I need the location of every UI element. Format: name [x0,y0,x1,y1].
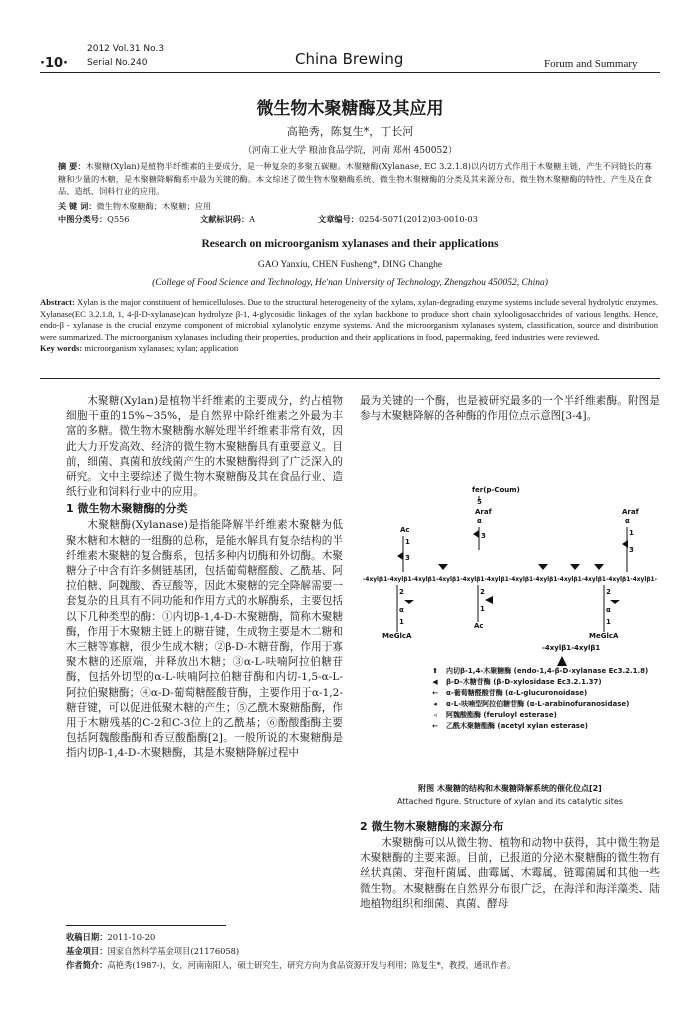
authors-cn: 高艳秀，陈复生*，丁长河 [286,125,414,138]
left-column [66,394,343,762]
affiliation-cn: （河南工业大学 粮油食品学院，河南 郑州 450052） [243,146,457,156]
abstract-en-text: Xylan is the major constituent of hemicelluloses. Due to the structural heterogeneity of the xylans, xylan-degrading enzyme systems include several hydrolytic enzymes. Xylanase(EC 3.2.1.8, 1, 4-β-D-xylanase)can hydrolyze β-1, 4-glycosidic linkages of the xylan backbone to produce short chain xylooligosacchrides of various lengths. Hence, endo-β - xylanase is the crucial enzyme component of microbial xylanolytic enzyme systems. And the microorganism xylanases system, classification, source and distribution were summarized. The microorganism xylanases including their properties, production and their applications in food, papermaking, feed industries were reviewed. [40,297,658,342]
fig-ac-arrow-icon [397,552,403,560]
legend-row-1 [428,666,658,677]
title-en: Research on microorganism xylanases and their applications [201,238,499,250]
abstract-cn [58,160,652,198]
legend-row-6 [428,721,658,732]
keywords-en-text: microorganism xylanases; xylan; application [84,343,239,354]
fund-text: 国家自然科学基金项目(21176058) [107,946,240,956]
legend-text-5: 阿魏酸酯酶 (feruloyl esterase) [446,711,557,719]
legend-sym-6-icon: ← [432,722,438,730]
fig-caption-cn: 附图 木聚糖的结构和木聚糖降解系统的催化位点[2] [418,784,602,793]
legend-text-4: α-L-呋喃型阿拉伯糖苷酶 (α-L-arabinofuranosidase) [446,700,630,708]
fig-top-label: fer(p-Coum) [472,486,520,494]
section-2-title: 2 微生物木聚糖酶的来源分布 [360,820,504,833]
fig-num2-c: 2 [606,588,611,596]
fig-num3-c: 3 [405,554,410,562]
article-no-value: 0254-5071(2012)03-0010-03 [358,214,478,224]
legend-text-2: β-D-木糖苷酶 (β-D-xylosidase Ec3.2.1.37) [446,678,602,686]
fig-backbone: -4xylβ1-4xylβ1-4xylβ1-4xylβ1-4xylβ1-4xylβ1-4xylβ1-4xylβ1-4xylβ1-4xylβ1-4xylβ1-4xylβ1- [363,576,658,583]
authors-en: GAO Yanxiu, CHEN Fusheng*, DING Changhe [257,260,443,270]
author-text: 高艳秀(1987-)，女，河南南阳人，硕士研究生，研究方向为食品资源开发与利用；陈复生*，教授，通讯作者。 [107,960,516,970]
abstract-cn-label: 摘 要： [58,161,86,171]
legend-row-4 [428,699,658,710]
fig-num1-a: 1 [629,529,634,537]
fig-num1-e: 1 [606,618,611,626]
volume-label: 2012 Vol.31 No.3 [87,44,165,54]
fig-megica-arrow-1-icon [404,600,414,604]
doc-code-value: A [249,214,256,224]
right-column-bottom [360,818,660,912]
fig-araf-1: Araf [475,508,492,516]
fig-ac2-arrow-icon [485,596,493,604]
fig-short-chain: -4xylβ1-4xylβ1 [542,644,601,652]
fig-xylanase-arrow-3-icon [594,564,604,570]
section-2-body: 木聚糖酶可以从微生物、植物和动物中获得，其中微生物是木聚糖酶的主要来源。目前，已报道的分泌木聚糖酶的微生物有丝状真菌、芽孢杆菌属、曲霉属、木霉属、链霉菌属和其他一些微生物。木聚糖酶在自然界分布很广泛，在海洋和海洋藻类、陆地植物组织和细菌、真菌、酵母 [360,837,660,910]
legend-sym-5-icon: ◃ [433,711,437,719]
affiliation-en: (College of Food Science and Technology, He'nan University of Technology, Zhengzhou 450052, China) [152,278,548,288]
legend-sym-4-icon: ◂ [433,700,437,708]
fig-megica-1: MeGlcA [382,632,412,640]
footnotes [66,930,660,972]
keywords-cn [58,200,652,213]
fig-caption-en: Attached figure. Structure of xylan and its catalytic sites [397,797,623,806]
clc-label: 中图分类号： [58,214,108,224]
right-top-paragraph: 最为关键的一个酶，也是被研究最多的一个半纤维素酶。附图是参与木聚糖降解的各种酶的作用位点示意图[3-4]。 [360,395,660,423]
fig-num1-c: 1 [480,605,485,613]
keywords-cn-label: 关 键 词： [58,201,97,211]
serial-label: Serial No.240 [87,58,148,68]
legend-row-5 [428,710,658,721]
keywords-en-label: Key words: [40,343,83,354]
footnote-rule [66,925,226,926]
fig-araf-arrow-icon [473,530,479,538]
fig-num2-b: 2 [399,588,404,596]
page-number: ·10· [40,56,68,71]
journal-name: China Brewing [295,50,404,68]
fund-label: 基金项目： [66,946,108,956]
legend-text-6: 乙酰木聚糖酯酶 (acetyl xylan esterase) [446,722,588,730]
legend-sym-2-icon: ◀ [432,678,438,686]
abstract-en-label: Abstract: [40,297,75,307]
fig-legend [428,666,658,732]
header-rule [40,72,660,73]
legend-sym-1-icon: ⬆ [432,667,438,675]
fig-num2-a: 2 [480,588,485,596]
fig-xylanase-arrow-2-icon [570,564,580,570]
received-date: 2011-10-20 [107,932,156,942]
fund-line [66,944,660,958]
fig-num3-a: 3 [481,532,486,540]
keywords-cn-text: 微生物木聚糖酶；木聚糖；应用 [96,201,212,211]
clc-value: Q556 [107,214,130,224]
section-1-title: 1 微生物木聚糖酶的分类 [66,502,188,516]
fig-megica-arrow-2-icon [610,600,620,604]
fig-num3-b: 3 [629,546,634,554]
article-no-line [318,213,478,226]
fig-xylanase-arrow-1-icon [538,564,548,570]
received-label: 收稿日期： [66,932,108,942]
fig-alpha-4: α [606,606,611,614]
title-cn: 微生物木聚糖酶及其应用 [256,99,444,119]
clc-line [58,213,129,226]
fig-num5: 5 [477,498,482,506]
abstract-rule [40,378,660,379]
author-label: 作者简介： [66,960,108,970]
fig-alpha-2: α [625,517,630,525]
fig-araf-2: Araf [622,508,639,516]
section-label: Forum and Summary [544,58,638,70]
fig-megica-2: MeGlcA [589,632,619,640]
legend-sym-3-icon: ← [432,689,438,697]
abstract-cn-text: 木聚糖(Xylan)是植物半纤维素的主要成分，是一种复杂的多聚五碳糖。木聚糖酶(Xylanase, EC 3.2.1.8)以内切方式作用于木聚糖主链，产生不同链长的寡糖和少量的木糖，是木聚糖降解酶系中最为关键的酶。本文综述了微生物木聚糖酶系统、微生物木聚糖酶的分类及其来源分布、微生物木聚糖酶的特性、产生及在食品、造纸、饲料行业的应用。 [58,161,652,196]
fig-xylanase-arrow-4-icon [438,564,448,570]
fig-num1-b: 1 [405,538,410,546]
author-line [66,958,660,972]
intro-paragraph: 木聚糖(Xylan)是植物半纤维素的主要成分，约占植物细胞干重的15%~35%，是自然界中除纤维素之外最为丰富的多糖。微生物木聚糖酶水解处理半纤维素非常有效，因此大力开发高效、经济的微生物木聚糖酶具有重要意义。目前，细菌、真菌和放线菌产生的木聚糖酶得到了广泛深入的研究。文中主要综述了微生物木聚糖酶及其在食品行业、造纸行业和饲料行业中的应用。 [66,395,343,499]
fig-xylosidase-arrow-icon [557,656,567,666]
right-column-top [360,394,660,424]
legend-text-3: α-葡萄糖醛酸苷酶 (α-L-glucuronoidase) [446,689,588,697]
fig-araf-arrow-2-icon [622,540,628,548]
fig-alpha-3: α [399,606,404,614]
legend-row-3 [428,688,658,699]
legend-row-2 [428,677,658,688]
received-line [66,930,660,944]
fig-num1-d: 1 [399,618,404,626]
fig-ac-2: Ac [474,622,484,630]
article-no-label: 文章编号： [318,214,359,224]
legend-text-1: 内切β-1,4-木聚糖酶 (endo-1,4-β-D-xylanase Ec3.2.1.8) [446,667,649,675]
abstract-en [40,297,658,355]
doc-code-label: 文献标识码： [200,214,250,224]
doc-code-line [200,213,255,226]
section-1-body: 木聚糖酶(Xylanase)是指能降解半纤维素木聚糖为低聚木糖和木糖的一组酶的总称，是能水解具有复杂结构的半纤维素木聚糖的复合酶系，包括多种内切酶和外切酶。木聚糖分子中含有许多侧链基团，包括葡萄糖醛酸、乙酰基、阿拉伯糖、阿魏酸、香豆酸等，因此木聚糖的完全降解需要一套复杂的且具有不同功能和作用方式的水解酶系，主要包括以下几种类型的酶：①内切β-1,4-D-木聚糖酶，简称木聚糖酶，作用于木聚糖主链上的糖苷键，生成物主要是木二糖和木三糖等寡糖，很少生成木糖；②β-D-木糖苷酶，作用于寡聚木糖的还原端，并释放出木糖；③α-L-呋喃阿拉伯糖苷酶，包括外切型的α-L-呋喃阿拉伯糖苷酶和内切-1,5-α-L-阿拉伯聚糖酶；④α-D-葡萄糖醛酸苷酶，主要作用于α-1,2-糖苷键，可以促进低聚木糖的产生；⑤乙酰木聚糖酯酶，作用于木糖残基的C-2和C-3位上的乙酰基；⑥酚酸酯酶主要包括阿魏酸酯酶和香豆酸酯酶[2]。一般所说的木聚糖酶是指内切β-1,4-D-木聚糖酶，其是木聚糖降解过程中 [66,519,343,760]
fig-alpha-1: α [477,517,482,525]
fig-ac-1: Ac [400,526,410,534]
